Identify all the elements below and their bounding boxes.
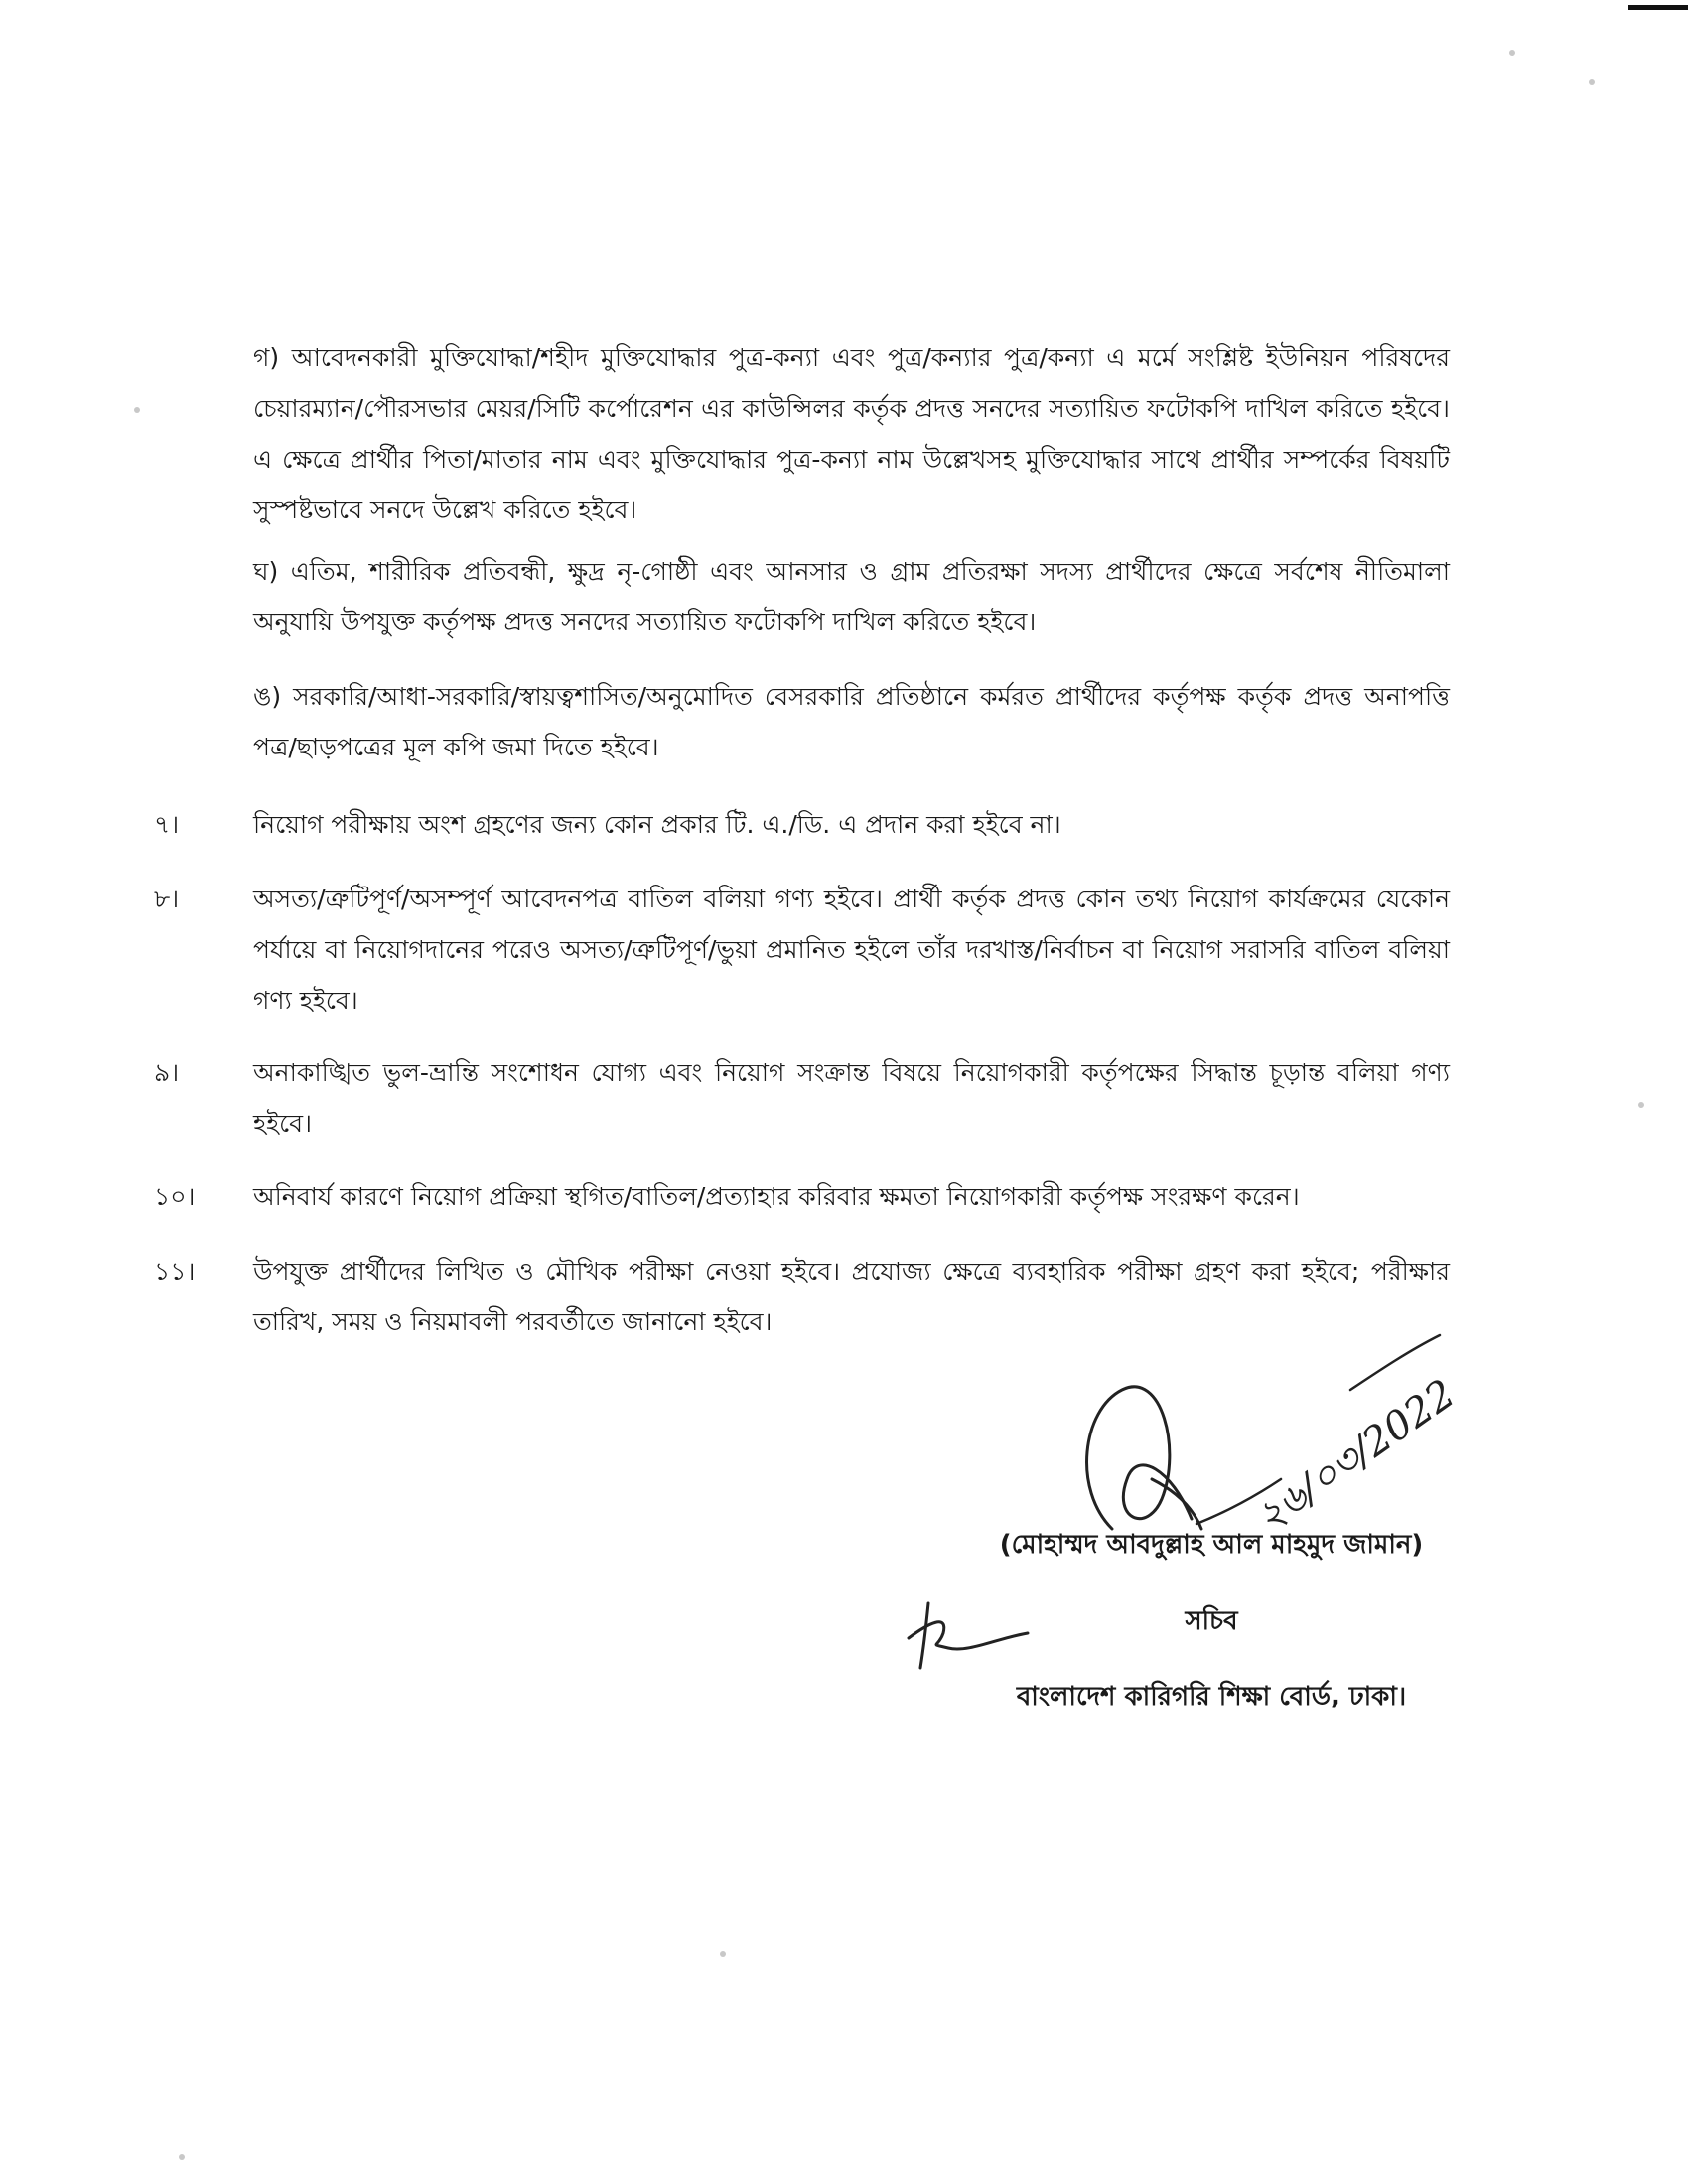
item-number: ৭। (154, 810, 180, 839)
item-text: অনাকাঙ্খিত ভুল-ভ্রান্তি সংশোধন যোগ্য এবং নিয়োগ সংক্রান্ত বিষয়ে নিয়োগকারী কর্তৃপক্ষের সিদ্ধান্ত চূড়ান্ত বলিয়া গণ্য হইবে। (253, 1058, 1450, 1138)
signatory-name: (মোহাম্মদ আবদুল্লাহ আল মাহমুদ জামান) (999, 1530, 1424, 1560)
scan-speck (1509, 50, 1515, 56)
handwritten-date: ২৬/০৩/2022 (1247, 1370, 1464, 1542)
handwritten-signature (1053, 1330, 1470, 1549)
scan-speck (1638, 1102, 1644, 1108)
scan-speck (179, 2154, 185, 2160)
signatory-title: সচিব (1185, 1606, 1238, 1636)
scan-corner-mark (1628, 0, 1688, 10)
item-number: ১০। (154, 1182, 196, 1211)
item-text: উপযুক্ত প্রার্থীদের লিখিত ও মৌখিক পরীক্ষা নেওয়া হইবে। প্রযোজ্য ক্ষেত্রে ব্যবহারিক পরীক্ষা গ্রহণ করা হইবে; পরীক্ষার তারিখ, সময় ও নিয়মাবলী পরবর্তীতে জানানো হইবে। (253, 1257, 1450, 1336)
item-text: নিয়োগ পরীক্ষায় অংশ গ্রহণের জন্য কোন প্রকার টি. এ./ডি. এ প্রদান করা হইবে না। (253, 810, 1061, 839)
organization-name: বাংলাদেশ কারিগরি শিক্ষা বোর্ড, ঢাকা। (1016, 1682, 1407, 1711)
item-text: অসত্য/ত্রুটিপূর্ণ/অসম্পূর্ণ আবেদনপত্র বাতিল বলিয়া গণ্য হইবে। প্রার্থী কর্তৃক প্রদত্ত কোন তথ্য নিয়োগ কার্যক্রমের যেকোন পর্যায়ে বা নিয়োগদানের পরেও অসত্য/ত্রুটিপূর্ণ/ভুয়া প্রমানিত হইলে তাঁর দরখাস্ত/নির্বাচন বা নিয়োগ সরাসরি বাতিল বলিয়া গণ্য হইবে। (253, 885, 1450, 1015)
item-number: ১১। (154, 1257, 196, 1286)
scan-speck (134, 407, 140, 413)
handwritten-initials (899, 1593, 1038, 1673)
paragraph-ga: গ) আবেদনকারী মুক্তিযোদ্ধা/শহীদ মুক্তিযোদ্ধার পুত্র-কন্যা এবং পুত্র/কন্যার পুত্র/কন্যা এ মর্মে সংশ্লিষ্ট ইউনিয়ন পরিষদের চেয়ারম্যান/পৌরসভার মেয়র/সিটি কর্পোরেশন এর কাউন্সিলর কর্তৃক প্রদত্ত সনদের সত্যায়িত ফটোকপি দাখিল করিতে হইবে। এ ক্ষেত্রে প্রার্থীর পিতা/মাতার নাম এবং মুক্তিযোদ্ধার পুত্র-কন্যা নাম উল্লেখসহ মুক্তিযোদ্ধার সাথে প্রার্থীর সম্পর্কের বিষয়টি সুস্পষ্টভাবে সনদে উল্লেখ করিতে হইবে। (253, 343, 1450, 524)
paragraph-gha: ঘ) এতিম, শারীরিক প্রতিবন্ধী, ক্ষুদ্র নৃ-গোষ্ঠী এবং আনসার ও গ্রাম প্রতিরক্ষা সদস্য প্রার্থীদের ক্ষেত্রে সর্বশেষ নীতিমালা অনুযায়ি উপযুক্ত কর্তৃপক্ষ প্রদত্ত সনদের সত্যায়িত ফটোকপি দাখিল করিতে হইবে। (253, 557, 1450, 636)
scan-speck (1589, 79, 1595, 85)
item-text: অনিবার্য কারণে নিয়োগ প্রক্রিয়া স্থগিত/বাতিল/প্রত্যাহার করিবার ক্ষমতা নিয়োগকারী কর্তৃপক্ষ সংরক্ষণ করেন। (253, 1182, 1300, 1211)
item-number: ৯। (154, 1058, 180, 1087)
item-number: ৮। (154, 885, 180, 913)
paragraph-uma: ঙ) সরকারি/আধা-সরকারি/স্বায়ত্বশাসিত/অনুমোদিত বেসরকারি প্রতিষ্ঠানে কর্মরত প্রার্থীদের কর্তৃপক্ষ কর্তৃক প্রদত্ত অনাপত্তি পত্র/ছাড়পত্রের মূল কপি জমা দিতে হইবে। (253, 682, 1450, 761)
scan-speck (720, 1951, 726, 1957)
